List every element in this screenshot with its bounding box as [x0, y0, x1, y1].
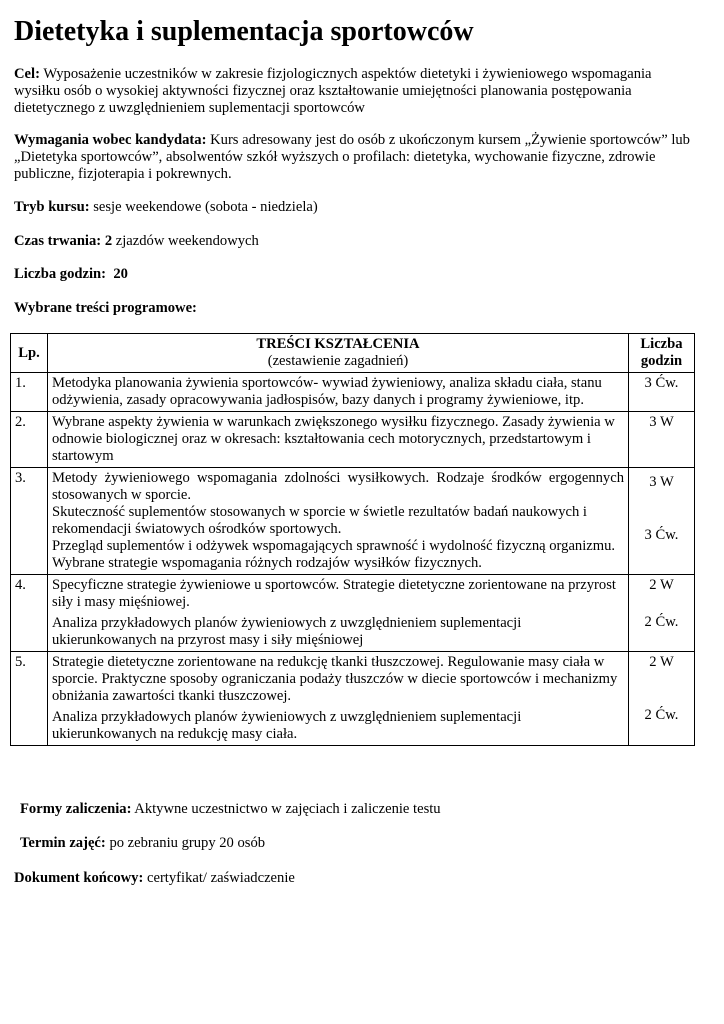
header-content-title: TREŚCI KSZTAŁCENIA: [256, 336, 420, 352]
row-content-text: Skuteczność suplementów stosowanych w sporcie w świetle rezultatów badań naukowych i rekomendacji światowych ośrodków sportowych.: [52, 504, 587, 537]
row-hours: [629, 652, 695, 746]
header-content: [48, 334, 629, 373]
term-text: po zebraniu grupy 20 osób: [109, 835, 266, 851]
final-document: [14, 870, 694, 887]
row-hours-value: 3 W: [649, 474, 674, 490]
assessment-text: Aktywne uczestnictwo w zajęciach i zaliczenie testu: [134, 801, 441, 817]
hours-label: Liczba godzin:: [14, 266, 107, 282]
program-table: [10, 333, 695, 746]
row-hours: [629, 373, 695, 412]
course-mode: [14, 199, 694, 216]
hours-value: 20: [113, 266, 128, 282]
requirements-label: Wymagania wobec kandydata:: [14, 132, 207, 148]
course-hours: [14, 266, 694, 283]
row-lp: 4.: [11, 575, 48, 652]
row-hours-value: 3 Ćw.: [644, 527, 679, 543]
header-lp: Lp.: [11, 334, 48, 373]
row-content-text: Metodyka planowania żywienia sportowców- wywiad żywieniowy, analiza składu ciała, stanu odżywienia, zasady opracowywania jadłospisów, bazy danych i programy żywieniowe, itp.: [52, 375, 602, 408]
goal-label: Cel:: [14, 66, 40, 82]
row-content: [48, 468, 629, 575]
row-lp: 3.: [11, 468, 48, 575]
row-content: [48, 412, 629, 468]
duration-count: 2: [104, 233, 113, 249]
row-content-text: Wybrane aspekty żywienia w warunkach zwiększonego wysiłku fizycznego. Zasady żywienia w odnowie biologicznej oraz w okresach: kształtowania cech motorycznych, przedstartowym i startowym: [52, 414, 615, 464]
candidate-requirements: [14, 132, 694, 183]
row-content-text: Analiza przykładowych planów żywieniowych z uwzględnieniem suplementacji ukierunkowanych na przyrost masy i siły mięśniowej: [52, 615, 522, 648]
course-term: [20, 835, 700, 852]
final-doc-text: certyfikat/ zaświadczenie: [146, 870, 295, 886]
table-row: [11, 652, 695, 746]
table-row: [11, 575, 695, 652]
duration-text: zjazdów weekendowych: [115, 233, 259, 249]
header-hours-line2: godzin: [640, 353, 683, 369]
program-heading: Wybrane treści programowe:: [14, 300, 197, 316]
header-content-subtitle: (zestawienie zagadnień): [267, 353, 409, 369]
row-content-text: Przegląd suplementów i odżywek wspomagających sprawność i wydolność fizyczną organizmu. Wybrane strategie wspomagania różnych rodzajów wysiłków fizycznych.: [52, 538, 616, 571]
row-hours-value: 2 W: [649, 654, 674, 670]
row-hours-value: 2 Ćw.: [644, 614, 679, 630]
row-hours-value: 3 W: [649, 414, 674, 430]
page-title: Dietetyka i suplementacja sportowców: [14, 16, 474, 47]
mode-label: Tryb kursu:: [14, 199, 90, 215]
header-hours-line1: Liczba: [640, 336, 683, 352]
row-lp: 2.: [11, 412, 48, 468]
course-goal: [14, 66, 694, 117]
term-label: Termin zajęć:: [20, 835, 106, 851]
row-content: [48, 575, 629, 652]
row-hours: [629, 468, 695, 575]
goal-text: Wyposażenie uczestników w zakresie fizjologicznych aspektów dietetyki i żywieniowego wspomagania wysiłku osób o wysokiej aktywności fizycznej oraz kształtowanie umiejętności planowania postępowania dietetycznego z uwzględnieniem suplementacji sportowców: [14, 66, 652, 116]
row-hours-value: 2 W: [649, 577, 674, 593]
final-doc-label: Dokument końcowy:: [14, 870, 144, 886]
row-hours: [629, 575, 695, 652]
duration-label: Czas trwania:: [14, 233, 102, 249]
row-content: [48, 373, 629, 412]
requirements-text: Kurs adresowany jest do osób z ukończonym kursem „Żywienie sportowców” lub „Dietetyka sportowców”, absolwentów szkół wyższych o profilach: dietetyka, wychowanie fizyczne, zdrowie publiczne, fizjoterapia i pokrewnych.: [14, 132, 690, 182]
assessment-form: [20, 801, 700, 818]
row-hours-value: 2 Ćw.: [644, 707, 679, 723]
table-header-row: [11, 334, 695, 373]
row-lp: 1.: [11, 373, 48, 412]
row-content-text: Specyficzne strategie żywieniowe u sportowców. Strategie dietetyczne zorientowane na przyrost siły i masy mięśniowej.: [52, 577, 616, 610]
mode-text: sesje weekendowe (sobota - niedziela): [93, 199, 318, 215]
table-row: [11, 412, 695, 468]
assessment-label: Formy zaliczenia:: [20, 801, 132, 817]
row-content-text: Metody żywieniowego wspomagania zdolności wysiłkowych. Rodzaje środków ergogennych stosowanych w sporcie.: [52, 470, 624, 503]
row-hours-value: 3 Ćw.: [644, 375, 679, 391]
row-hours: [629, 412, 695, 468]
table-row: [11, 468, 695, 575]
table-row: [11, 373, 695, 412]
course-duration: [14, 233, 694, 250]
row-content: [48, 652, 629, 746]
row-content-text: Analiza przykładowych planów żywieniowych z uwzględnieniem suplementacji ukierunkowanych na redukcję masy ciała.: [52, 709, 522, 742]
row-lp: 5.: [11, 652, 48, 746]
row-content-text: Strategie dietetyczne zorientowane na redukcję tkanki tłuszczowej. Regulowanie masy ciała w sporcie. Praktyczne sposoby ograniczania podaży tłuszczów w diecie sportowców i mechanizmy obniżania zawartości tkanki tłuszczowej.: [52, 654, 618, 704]
header-hours: [629, 334, 695, 373]
